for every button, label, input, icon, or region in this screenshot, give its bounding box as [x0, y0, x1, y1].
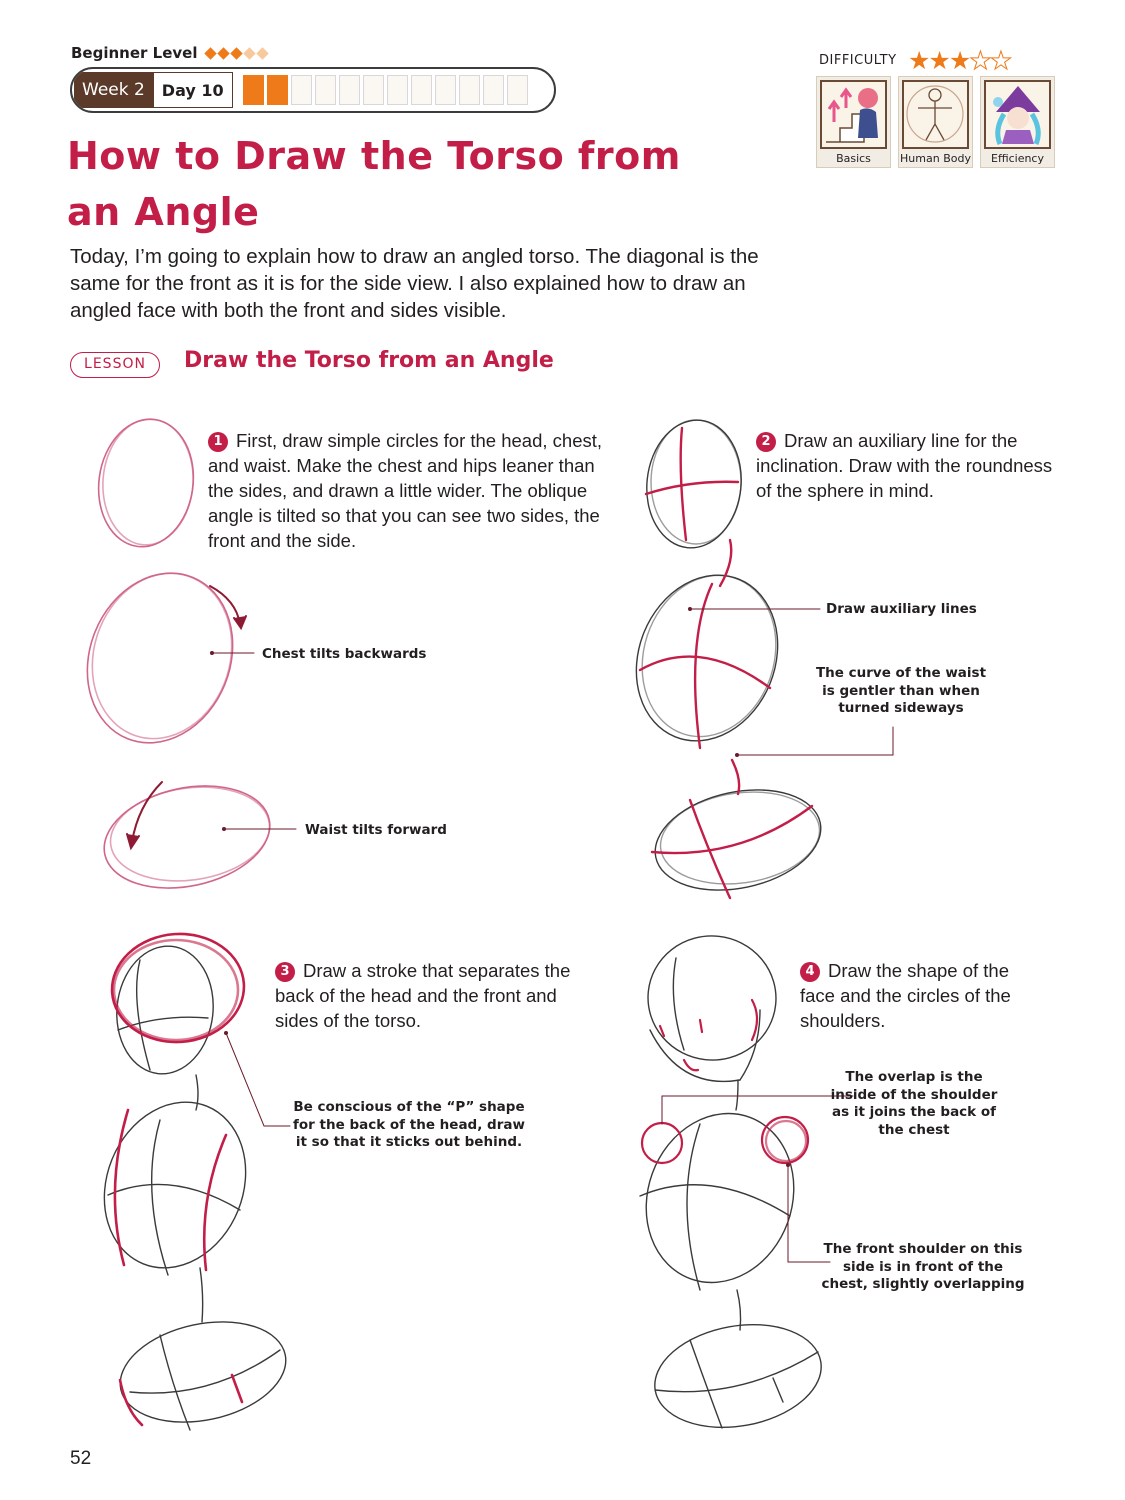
step-text: First, draw simple circles for the head, chest, and waist. Make the chest and hips leaner than the sides, and drawn a little wider. The oblique angle is tilted so that you can see two sides, the front and the side. — [208, 430, 603, 551]
step1-chest-sketch — [63, 551, 258, 765]
page-number: 52 — [70, 1448, 92, 1469]
page-title: How to Draw the Torso from an Angle — [67, 134, 681, 234]
day-label: Day 10 — [153, 72, 233, 108]
star-icon: ★ — [948, 46, 970, 75]
callout-waist-tilts: Waist tilts forward — [305, 822, 447, 838]
category-caption: Human Body — [900, 152, 971, 165]
step-number: 4 — [800, 962, 820, 982]
step-number: 2 — [756, 432, 776, 452]
star-icon: ★ — [928, 46, 949, 75]
week-label: Week 2 — [74, 72, 153, 108]
waist-tilt-arrow-icon — [132, 782, 162, 842]
level-label: Beginner Level — [71, 44, 198, 62]
star-empty-icon: ★ — [989, 46, 1011, 75]
category-caption: Efficiency — [991, 152, 1044, 165]
step-1 — [208, 428, 608, 553]
star-empty-icon: ★ — [969, 46, 990, 75]
lesson-title: Draw the Torso from an Angle — [184, 348, 554, 373]
step3-separating-strokes — [108, 930, 247, 1425]
star-icon: ★ — [908, 46, 929, 75]
callout-front-shoulder: The front shoulder on this side is in front of the chest, slightly overlapping — [821, 1241, 1025, 1292]
step-number: 3 — [275, 962, 295, 982]
lesson-tag: LESSON — [70, 352, 160, 378]
step-number: 1 — [208, 432, 228, 452]
step4-figure-sketch — [623, 930, 829, 1440]
step-2 — [756, 428, 1066, 503]
step1-head-sketch — [91, 413, 202, 553]
callout-auxiliary-lines: Draw auxiliary lines — [826, 601, 977, 617]
intro-paragraph: Today, I’m going to explain how to draw an angled torso. The diagonal is the same for the front as it is for the side view. I also explained how to draw an angled face with both the front and sides visible. — [70, 245, 759, 322]
step-3 — [275, 958, 575, 1033]
callout-overlap: The overlap is the inside of the shoulder as it joins the back of the chest — [830, 1069, 998, 1138]
step-text: Draw an auxiliary line for the inclination. Draw with the roundness of the sphere in mind. — [756, 430, 1053, 501]
callout-p-shape: Be conscious of the “P” shape for the back of the head, draw it so that it sticks out behind. — [293, 1099, 525, 1150]
step-text: Draw the shape of the face and the circles of the shoulders. — [800, 960, 1011, 1031]
difficulty-label: DIFFICULTY — [819, 53, 897, 68]
step1-waist-sketch — [95, 772, 280, 903]
category-caption: Basics — [836, 152, 871, 165]
step-4 — [800, 958, 1020, 1033]
callout-waist-curve: The curve of the waist is gentler than when turned sideways — [815, 665, 987, 716]
callout-chest-tilts: Chest tilts backwards — [262, 646, 427, 662]
step-text: Draw a stroke that separates the back of the head and the front and sides of the torso. — [275, 960, 571, 1031]
step3-figure-sketch — [80, 941, 295, 1436]
